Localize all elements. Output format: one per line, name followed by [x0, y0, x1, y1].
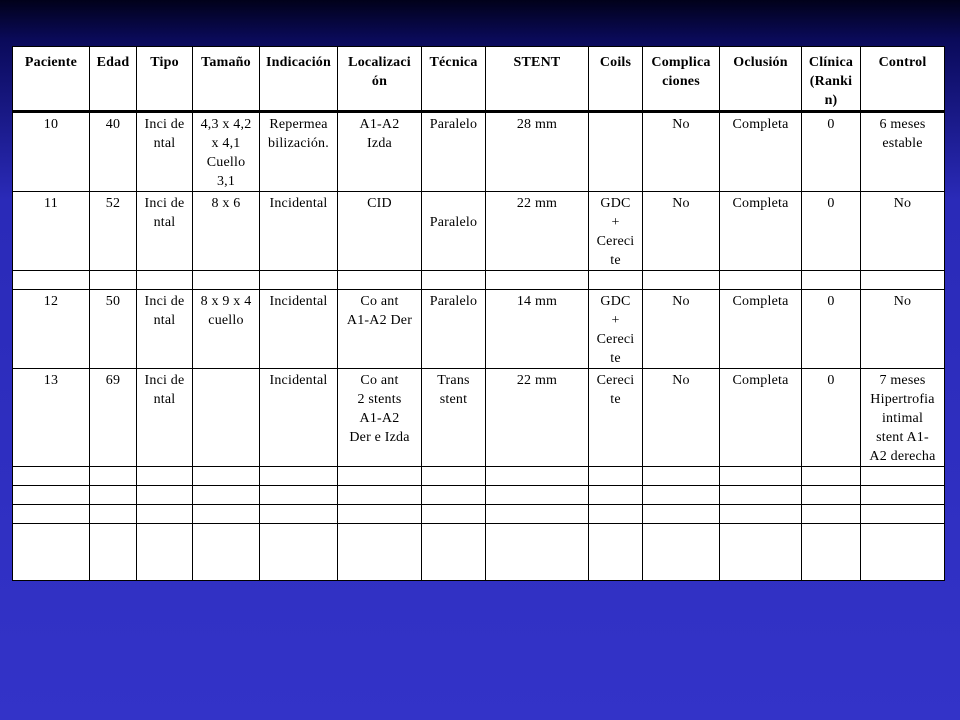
cell-indicacion: Repermea bilización.	[260, 112, 338, 192]
cell-control: No	[861, 290, 945, 369]
header-control: Control	[861, 47, 945, 112]
header-complicaciones: Complica ciones	[643, 47, 720, 112]
cell-control: No	[861, 192, 945, 271]
table-row	[13, 290, 945, 369]
cell-stent: 28 mm	[486, 112, 589, 192]
cell-localizacion: CID	[338, 192, 422, 271]
cell-oclusion: Completa	[720, 290, 802, 369]
cell-coils: GDC + Cereci te	[589, 192, 643, 271]
cell-indicacion: Incidental	[260, 290, 338, 369]
table-row	[13, 112, 945, 192]
table-row	[13, 369, 945, 467]
header-tecnica: Técnica	[422, 47, 486, 112]
header-edad: Edad	[90, 47, 137, 112]
cell-clinica: 0	[802, 112, 861, 192]
table-header-row	[13, 47, 945, 112]
cell-complicaciones: No	[643, 369, 720, 467]
table-row-empty	[13, 271, 945, 290]
header-paciente: Paciente	[13, 47, 90, 112]
cell-tecnica: Paralelo	[422, 290, 486, 369]
header-tipo: Tipo	[137, 47, 193, 112]
cell-stent: 22 mm	[486, 369, 589, 467]
cell-paciente: 11	[13, 192, 90, 271]
cell-complicaciones: No	[643, 290, 720, 369]
cell-tecnica: Trans stent	[422, 369, 486, 467]
table-row-empty	[13, 467, 945, 486]
cell-edad: 52	[90, 192, 137, 271]
cell-oclusion: Completa	[720, 192, 802, 271]
cell-tamano: 4,3 x 4,2 x 4,1 Cuello 3,1	[193, 112, 260, 192]
cell-oclusion: Completa	[720, 369, 802, 467]
cell-localizacion: Co ant A1-A2 Der	[338, 290, 422, 369]
cell-tamano: 8 x 6	[193, 192, 260, 271]
cell-edad: 40	[90, 112, 137, 192]
header-tamano: Tamaño	[193, 47, 260, 112]
cell-oclusion: Completa	[720, 112, 802, 192]
cell-coils	[589, 112, 643, 192]
cell-tipo: Inci de ntal	[137, 192, 193, 271]
cell-paciente: 13	[13, 369, 90, 467]
cell-clinica: 0	[802, 192, 861, 271]
cell-tecnica: Paralelo	[422, 112, 486, 192]
table-row-empty	[13, 505, 945, 524]
data-table-container	[12, 46, 944, 554]
cell-tipo: Inci de ntal	[137, 290, 193, 369]
cell-edad: 50	[90, 290, 137, 369]
cell-tipo: Inci de ntal	[137, 112, 193, 192]
cell-paciente: 10	[13, 112, 90, 192]
cell-tipo: Inci de ntal	[137, 369, 193, 467]
header-clinica: Clínica (Ranki n)	[802, 47, 861, 112]
header-localizacion: Localizaci ón	[338, 47, 422, 112]
header-oclusion: Oclusión	[720, 47, 802, 112]
table-row	[13, 192, 945, 271]
patients-table	[12, 46, 945, 581]
cell-indicacion: Incidental	[260, 369, 338, 467]
cell-localizacion: A1-A2 Izda	[338, 112, 422, 192]
cell-clinica: 0	[802, 369, 861, 467]
cell-stent: 22 mm	[486, 192, 589, 271]
table-row-empty	[13, 524, 945, 581]
cell-complicaciones: No	[643, 192, 720, 271]
cell-tamano	[193, 369, 260, 467]
cell-tecnica: Paralelo	[422, 192, 486, 271]
header-indicacion: Indicación	[260, 47, 338, 112]
header-coils: Coils	[589, 47, 643, 112]
cell-stent: 14 mm	[486, 290, 589, 369]
header-stent: STENT	[486, 47, 589, 112]
cell-paciente: 12	[13, 290, 90, 369]
cell-clinica: 0	[802, 290, 861, 369]
cell-complicaciones: No	[643, 112, 720, 192]
cell-indicacion: Incidental	[260, 192, 338, 271]
cell-control: 6 meses estable	[861, 112, 945, 192]
cell-coils: Cereci te	[589, 369, 643, 467]
cell-coils: GDC + Cereci te	[589, 290, 643, 369]
table-row-empty	[13, 486, 945, 505]
cell-edad: 69	[90, 369, 137, 467]
cell-control: 7 meses Hipertrofia intimal stent A1- A2 derecha	[861, 369, 945, 467]
cell-localizacion: Co ant 2 stents A1-A2 Der e Izda	[338, 369, 422, 467]
cell-tamano: 8 x 9 x 4 cuello	[193, 290, 260, 369]
